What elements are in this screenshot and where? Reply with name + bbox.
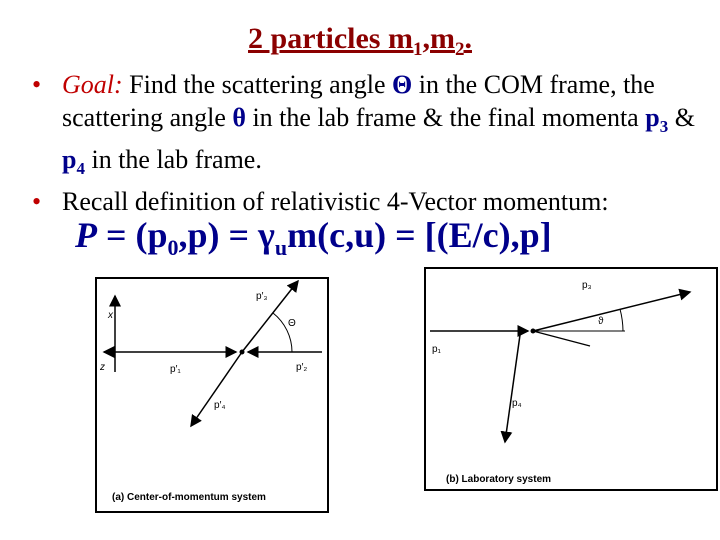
lab-collision-point: [531, 329, 536, 334]
goal-label: Goal:: [62, 70, 123, 99]
com-caption: (a) Center-of-momentum system: [112, 492, 266, 503]
p1-lab-label: p₁: [432, 344, 441, 355]
bullet-marker: •: [32, 187, 42, 217]
p3-com-label: p′₃: [256, 291, 268, 302]
slide-title: 2 particles $m_1,m_2$.: [248, 22, 472, 60]
com-diagram: [96, 278, 328, 512]
p2-com-label: p′₂: [296, 362, 308, 373]
p3-lab-label: p₃: [582, 280, 592, 291]
bullet-recall: • Recall definition of relativistic 4-Vector momentum:: [32, 187, 609, 217]
z-axis-label: z: [100, 362, 105, 373]
bullet-marker: •: [32, 70, 42, 99]
lab-angle-arc: [620, 309, 623, 331]
lab-diagram: [425, 268, 717, 490]
p3-symbol: $p_3$: [645, 103, 669, 137]
p4-symbol: $p_4$: [62, 145, 85, 179]
p4-lab-label: p₄: [512, 398, 522, 409]
lab-caption: (b) Laboratory system: [446, 474, 552, 485]
com-collision-point: [240, 350, 245, 355]
p3-lab-arrow: [533, 292, 690, 331]
lab-frame: [425, 268, 717, 490]
p3-com-arrow: [242, 281, 298, 352]
p4-lab-arrow: [505, 335, 520, 442]
com-theta-label: Θ: [288, 318, 296, 329]
four-momentum-formula: $P = (p_0,p) = \gamma_um(c,u) = [(E/c),p]$: [75, 215, 552, 261]
p4-lab-line-upper: [533, 331, 590, 346]
p1-com-label: p′₁: [170, 364, 181, 375]
lab-angle-symbol: θ: [232, 103, 246, 132]
x-axis-label: x: [108, 310, 113, 321]
bullet-goal: • Goal: Find the scattering angle Θ in the COM frame, the scattering angle θ in the lab frame & the final momenta $p_3$ & $p_4$ in the lab frame.: [32, 70, 695, 179]
lab-theta-label: ϑ: [598, 316, 604, 327]
com-angle-symbol: Θ: [392, 70, 413, 99]
p4-com-label: p′₄: [214, 400, 226, 411]
p4-com-arrow: [191, 352, 242, 426]
